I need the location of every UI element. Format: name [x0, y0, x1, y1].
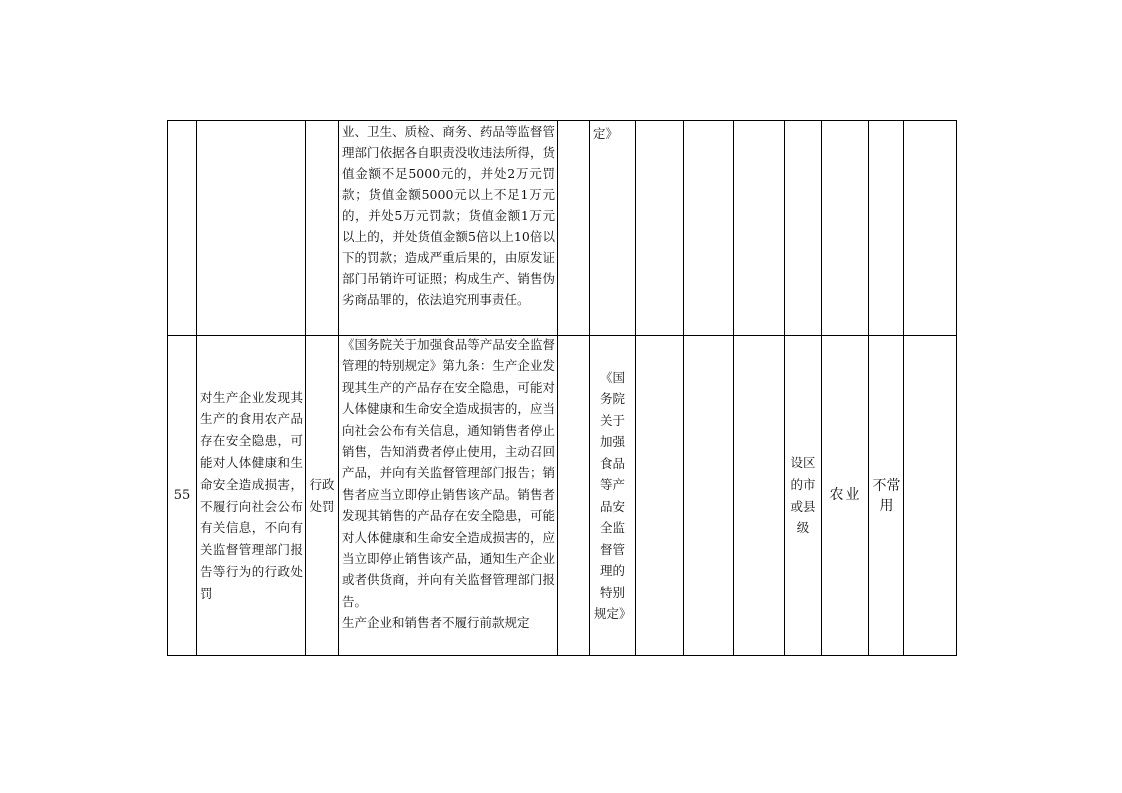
level-cell	[785, 336, 822, 656]
level-text: 设区的市或县级	[790, 454, 816, 536]
basis-cell	[339, 336, 558, 656]
spacer-cell	[558, 336, 590, 656]
kind-text: 行政处罚	[309, 477, 335, 514]
basis-text: 业、卫生、质检、商务、药品等监督管理部门依据各自职责没收违法所得，货值金额不足5000元的，并处2万元罚款；货值金额5000元以上不足1万元的，并处5万元罚款；货值金额1万元以上的，并处货值金额5倍以上10倍以下的罚款；造成严重后果的，由原发证部门吊销许可证照；构成生产、销售伪劣商品罪的，依法追究刑事责任。	[342, 124, 555, 307]
matter-cell	[197, 336, 306, 656]
empty-cell	[636, 121, 684, 336]
remark-cell	[904, 121, 957, 336]
empty-cell	[734, 121, 785, 336]
seq-cell	[168, 121, 197, 336]
dept-cell	[822, 336, 869, 656]
source-cell	[590, 336, 636, 656]
level-cell	[785, 121, 822, 336]
spacer-cell	[558, 121, 590, 336]
empty-cell	[734, 336, 785, 656]
table-row-55	[168, 336, 957, 656]
source-text: 《国务院关于加强食品等产品安全监督管理的特别规定》	[594, 369, 632, 621]
source-text: 定》	[593, 126, 619, 141]
basis-cell	[339, 121, 558, 336]
dept-text: 农业	[829, 486, 862, 503]
table-row-continued	[168, 121, 957, 336]
matter-text: 对生产企业发现其生产的食用农产品存在安全隐患，可能对人体健康和生命安全造成损害，不履行向社会公布有关信息，不向有关监督管理部门报告等行为的行政处罚	[200, 389, 303, 601]
empty-cell	[684, 336, 734, 656]
remark-cell	[904, 336, 957, 656]
matter-cell	[197, 121, 306, 336]
usage-text: 不常用	[872, 477, 901, 514]
kind-cell	[306, 336, 339, 656]
seq-cell	[168, 336, 197, 656]
seq-number: 55	[173, 488, 191, 503]
empty-cell	[684, 121, 734, 336]
basis-text: 《国务院关于加强食品等产品安全监督管理的特别规定》第九条：生产企业发现其生产的产品存在安全隐患，可能对人体健康和生命安全造成损害的，应当向社会公布有关信息，通知销售者停止销售，告知消费者停止使用，主动召回产品，并向有关监督管理部门报告；销售者应当立即停止销售该产品。销售者发现其销售的产品存在安全隐患，可能对人体健康和生命安全造成损害的，应当立即停止销售该产品，通知生产企业或者供货商，并向有关监督管理部门报告。 生产企业和销售者不履行前款规定	[342, 337, 555, 631]
usage-cell	[869, 336, 904, 656]
source-cell	[590, 121, 636, 336]
dept-cell	[822, 121, 869, 336]
authority-table	[167, 120, 957, 656]
kind-cell	[306, 121, 339, 336]
empty-cell	[636, 336, 684, 656]
usage-cell	[869, 121, 904, 336]
